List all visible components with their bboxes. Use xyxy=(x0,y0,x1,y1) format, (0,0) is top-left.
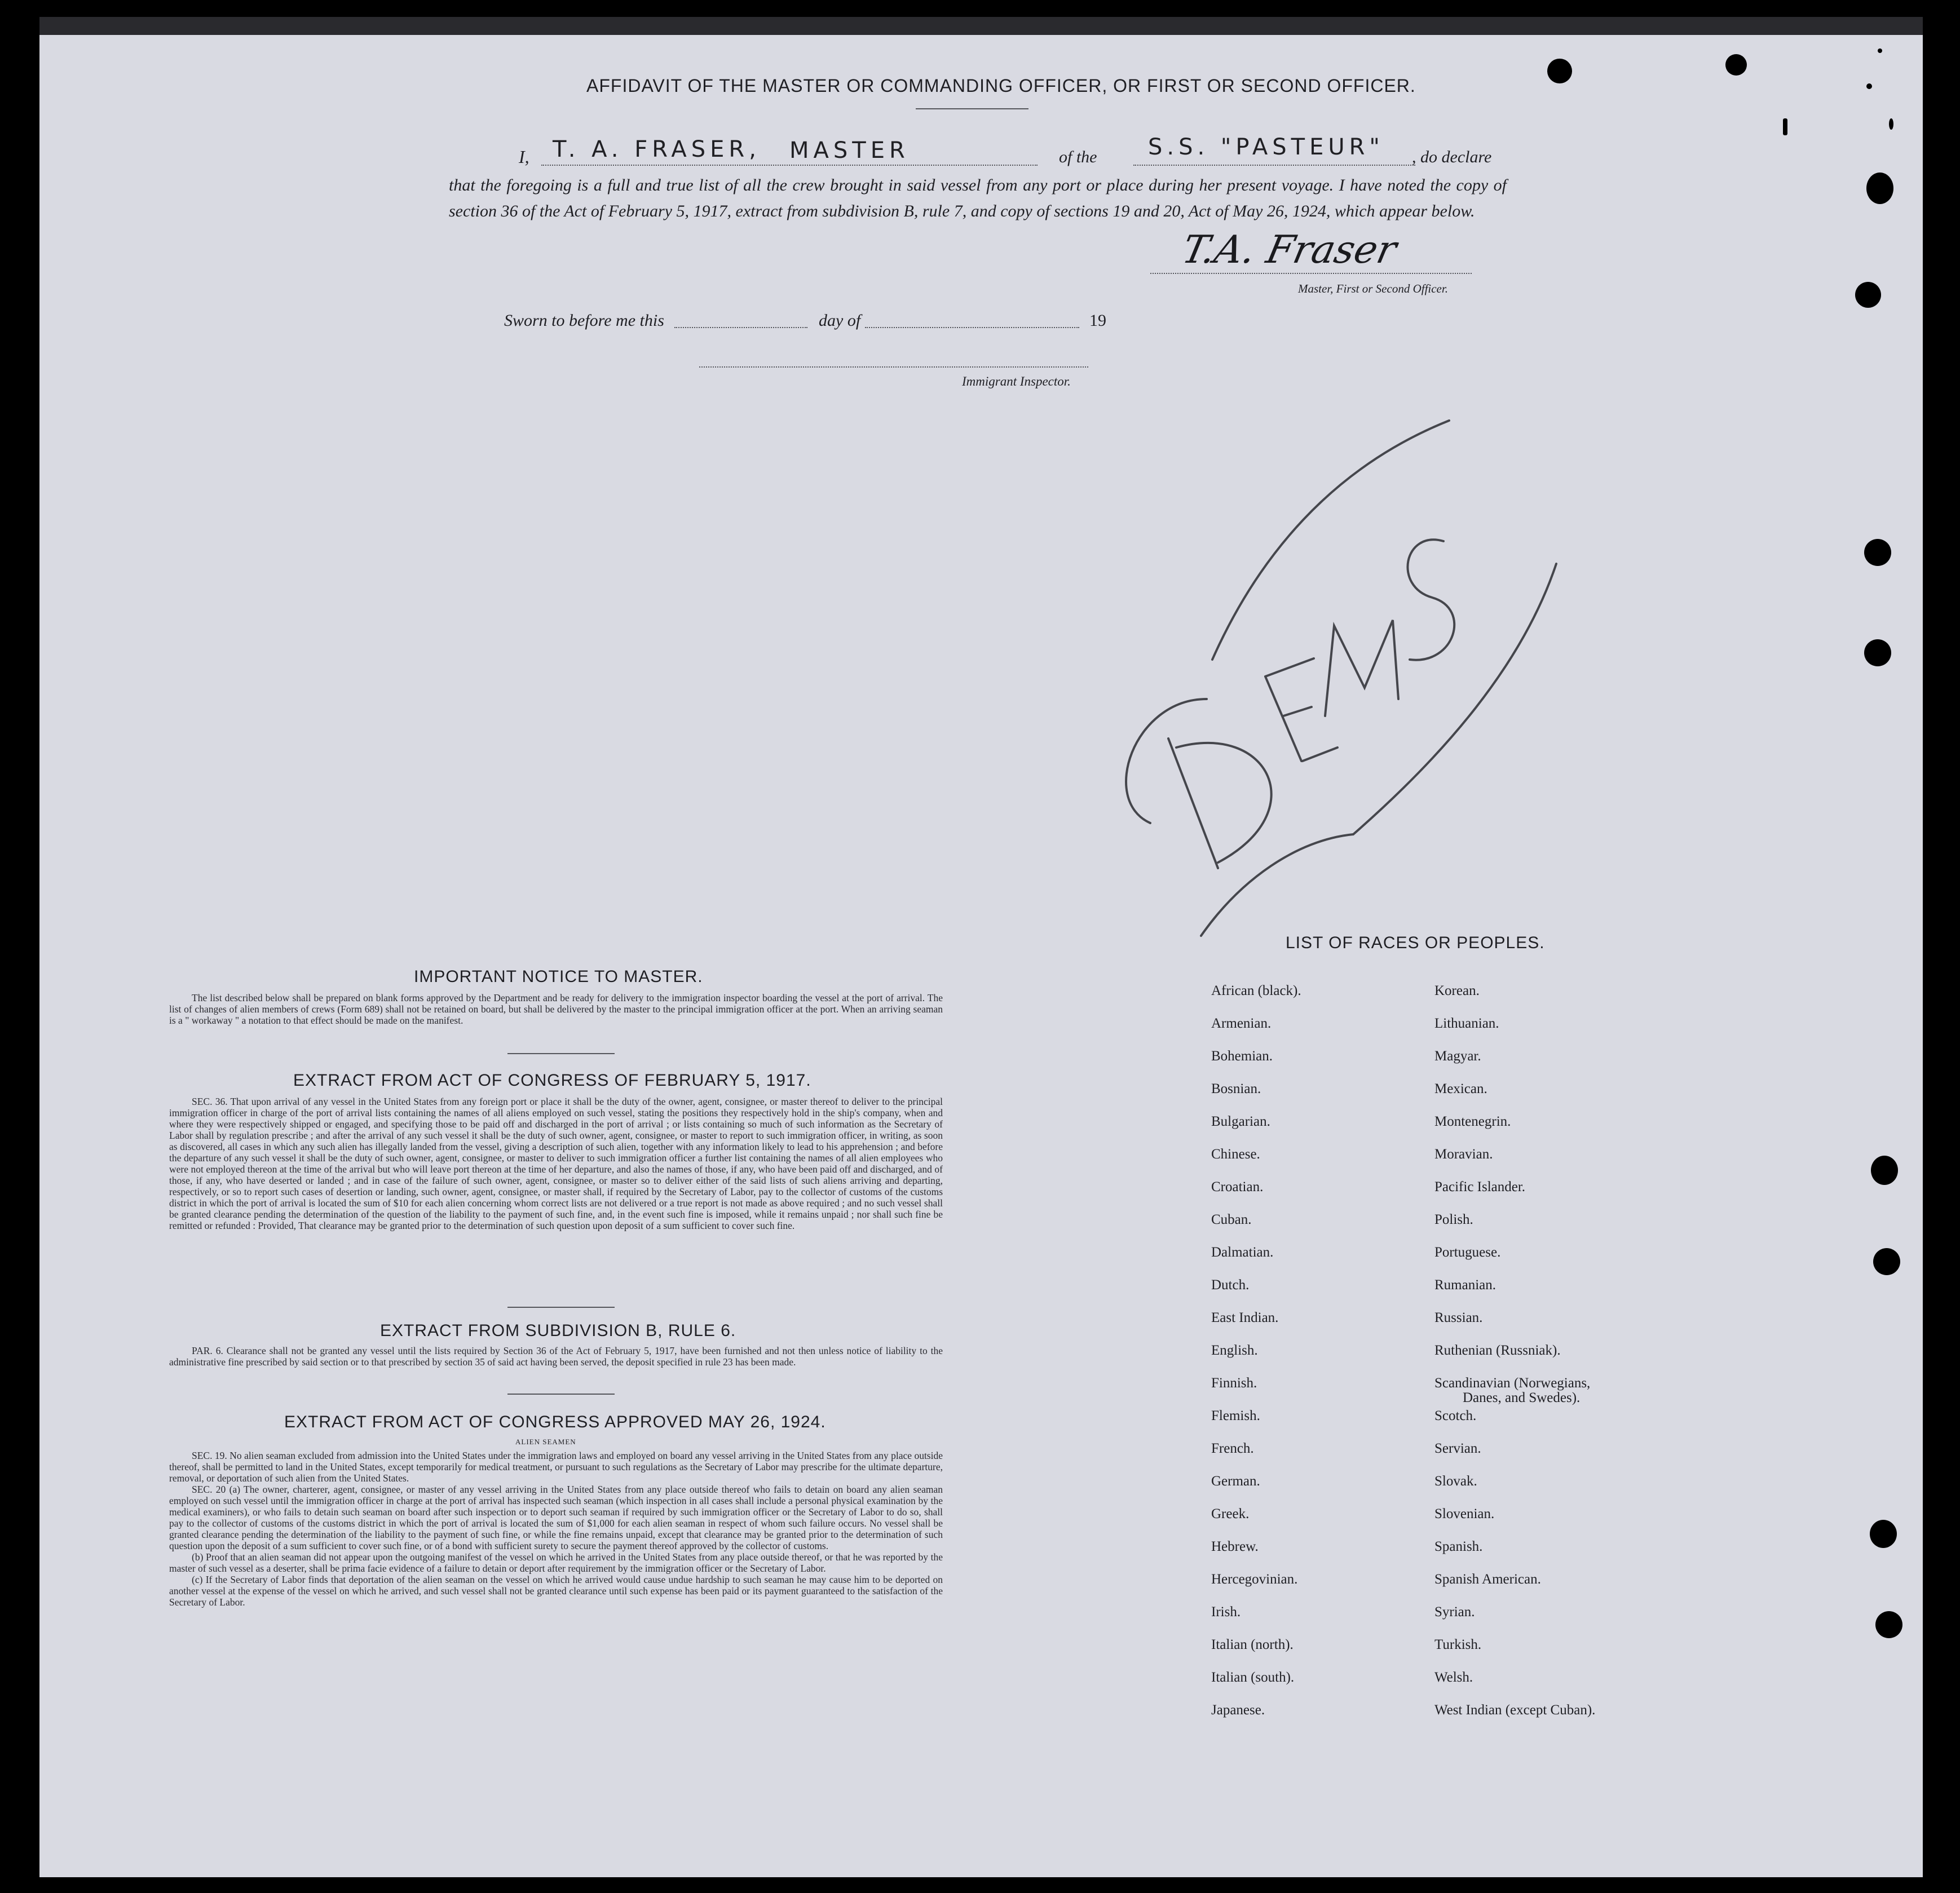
race-item: Cuban. xyxy=(1211,1212,1252,1227)
race-item: Polish. xyxy=(1434,1212,1473,1227)
race-item: Bohemian. xyxy=(1211,1049,1273,1064)
race-item-continuation: Danes, and Swedes). xyxy=(1463,1390,1581,1405)
master-signature: T.A. Fraser xyxy=(1178,228,1401,272)
extract-1917-paragraph: SEC. 36. That upon arrival of any vessel in the United States from any foreign port or place it shall be the duty of the owner, agent, consignee, or master thereof to deliver to the principal immigration officer in charge of the port of arrival lists containing the names of all aliens employed on such vessel, stating the positions they respectively hold in the ship's company, when and where they were respectively shipped or engaged, and specifying those to be paid off and discharged in the port of arrival ; or lists containing so much of such information as the Secretary of Labor shall by regulation prescribe ; and after the arrival of any such vessel it shall be the duty of such owner, agent, consignee, or master to report to such immigration officer, in writing, as soon as discovered, all cases in which any such alien has illegally landed from the vessel, giving a description of such alien, together with any information likely to lead to his apprehension ; and before the departure of any such vessel it shall be the duty of such owner, agent, consignee, or master to deliver to such immigration officer a further list containing the names of all alien employees who were not employed thereon at the time of the arrival but who will leave port thereon at the time of her departure, and also the names of those, if any, who have been paid off and discharged, and of those, if any, who have deserted or landed ; and in case of the failure of such owner, agent, consignee, or master so to deliver either of the said lists of such aliens arriving and departing, respectively, or so to report such cases of desertion or landing, such owner, agent, consignee, or master shall, if required by the Secretary of Labor, pay to the collector of customs of the customs district in which the port of arrival is located the sum of $10 for each alien concerning whom correct lists are not delivered or a true report is not made as above required ; and no such vessel shall be granted clearance pending the determination of the question of the liability to the payment of such fine, and, in the event such fine is imposed, while it remains unpaid ; nor shall such fine be remitted or refunded : Provided, That clearance may be granted prior to the determination of such question upon deposit of a sum sufficient to cover such fine. xyxy=(169,1096,943,1231)
race-item: Portuguese. xyxy=(1434,1245,1501,1260)
race-item: Chinese. xyxy=(1211,1147,1260,1162)
notice-text xyxy=(169,992,943,1026)
race-item: Moravian. xyxy=(1434,1147,1493,1162)
race-item: Finnish. xyxy=(1211,1375,1257,1391)
race-item: Rumanian. xyxy=(1434,1277,1497,1293)
race-item: Flemish. xyxy=(1211,1408,1260,1423)
race-item: Servian. xyxy=(1434,1441,1481,1456)
race-item: Dutch. xyxy=(1211,1277,1250,1293)
of-the-label: of the xyxy=(1059,148,1097,166)
extract-1917-title: EXTRACT FROM ACT OF CONGRESS OF FEBRUARY 5, 1917. xyxy=(293,1071,811,1090)
affidavit-body: that the foregoing is a full and true list of all the crew brought in said vessel from any port or place during her present voyage. I have noted the copy of section 36 of the Act of February 5, 1917, extract from subdivision B, rule 7, and copy of sections 19 and 20, Act of May 26, 1924, which appear below. xyxy=(449,176,1507,220)
do-declare-label: , do declare xyxy=(1412,148,1492,166)
race-item: Armenian. xyxy=(1211,1016,1272,1031)
notice-title: IMPORTANT NOTICE TO MASTER. xyxy=(414,967,703,986)
race-item: Hebrew. xyxy=(1211,1539,1259,1554)
races-title: LIST OF RACES OR PEOPLES. xyxy=(1286,934,1545,952)
race-item: Italian (south). xyxy=(1211,1670,1295,1685)
race-item: African (black). xyxy=(1211,983,1301,998)
race-item: Bosnian. xyxy=(1211,1081,1261,1096)
declarant-rank: MASTER xyxy=(789,138,910,163)
race-item: English. xyxy=(1211,1343,1258,1358)
race-item: Hercegovinian. xyxy=(1211,1572,1298,1587)
affidavit-title: AFFIDAVIT OF THE MASTER OR COMMANDING OFFICER, OR FIRST OR SECOND OFFICER. xyxy=(586,76,1416,96)
sec20a-paragraph: SEC. 20 (a) The owner, charterer, agent, consignee, or master of any vessel arriving in the United States from any place outside thereof who fails to detain on board any alien seaman employed on such vessel until the immigration officer in charge at the port of arrival has inspected such seaman (which inspection in all cases shall include a personal physical examination by the medical examiners), or who fails to detain such seaman on board after such inspection or to deport such seaman if required by such immigration officer or the Secretary of Labor to do so, shall pay to the collector of customs of the customs district in which the port of arrival is located the sum of $1,000 for each alien seaman in respect of whom such failure occurs. No vessel shall be granted clearance pending the determination of the liability to the payment of such fine, or while the fine remains unpaid, except that clearance may be granted prior to the determination of such question upon the deposit of a sum sufficient to cover such fine, or of a bond with sufficient surety to secure the payment thereof approved by the collector of customs. xyxy=(169,1484,943,1551)
extract-rule6-title: EXTRACT FROM SUBDIVISION B, RULE 6. xyxy=(380,1321,736,1340)
race-item: West Indian (except Cuban). xyxy=(1434,1702,1596,1718)
declarant-prefix: I, xyxy=(519,147,529,167)
sworn-year: 19 xyxy=(1089,311,1106,330)
race-item: Japanese. xyxy=(1211,1702,1265,1718)
sworn-prefix: Sworn to before me this xyxy=(504,311,664,330)
race-item: Russian. xyxy=(1434,1310,1483,1325)
race-item: Turkish. xyxy=(1434,1637,1482,1652)
race-item: Spanish. xyxy=(1434,1539,1483,1554)
notice-paragraph: The list described below shall be prepared on blank forms approved by the Department and be ready for delivery to the immigration inspector boarding the vessel at the port of arrival. The list of changes of alien members of crews (Form 689) shall not be retained on board, but shall be delivered by the master to the principal immigration officer at the port. When an arriving seaman is a " workaway " a notation to that effect should be made on the manifest. xyxy=(169,992,943,1026)
section-divider xyxy=(507,1394,615,1395)
race-item: Lithuanian. xyxy=(1434,1016,1499,1031)
extract-rule6-paragraph: PAR. 6. Clearance shall not be granted any vessel until the lists required by Section 36 of the Act of February 5, 1917, have been furnished and not then unless notice of liability to the administrative fine prescribed by said section or to that prescribed by section 35 of said act having been served, the deposit specified in rule 23 has been made. xyxy=(169,1345,943,1368)
race-item: French. xyxy=(1211,1441,1254,1456)
race-item: Irish. xyxy=(1211,1604,1241,1620)
vessel-name: S.S. "PASTEUR" xyxy=(1148,134,1384,160)
race-item: Italian (north). xyxy=(1211,1637,1294,1652)
signer-caption: Master, First or Second Officer. xyxy=(1298,282,1448,295)
declarant-name: T. A. FRASER, xyxy=(553,136,761,162)
alien-seamen-subtitle: ALIEN SEAMEN xyxy=(515,1438,576,1446)
race-item: Montenegrin. xyxy=(1434,1114,1511,1129)
race-item: Syrian. xyxy=(1434,1604,1475,1620)
sworn-day-label: day of xyxy=(819,311,861,330)
race-item: Scandinavian (Norwegians, xyxy=(1434,1375,1591,1391)
section-divider xyxy=(507,1307,615,1308)
race-item: Magyar. xyxy=(1434,1049,1481,1064)
race-item: Welsh. xyxy=(1434,1670,1473,1685)
race-item: Greek. xyxy=(1211,1506,1250,1522)
sec19-paragraph: SEC. 19. No alien seaman excluded from admission into the United States under the immigration laws and employed on board any vessel arriving in the United States from any place outside thereof, shall be permitted to land in the United States, except temporarily for medical treatment, or pursuant to such regulations as the Secretary of Labor may prescribe for the ultimate departure, removal, or deportation of such alien from the United States. xyxy=(169,1450,943,1484)
sec20b-paragraph: (b) Proof that an alien seaman did not appear upon the outgoing manifest of the vessel on which he arrived in the United States from any place outside thereof, or that he was reported by the master of such vessel as a deserter, shall be prima facie evidence of a failure to detain or deport after requirement by the immigration officer or the Secretary of Labor. xyxy=(169,1551,943,1574)
race-item: Spanish American. xyxy=(1434,1572,1541,1587)
race-item: Slovak. xyxy=(1434,1474,1477,1489)
race-item: East Indian. xyxy=(1211,1310,1279,1325)
race-item: Korean. xyxy=(1434,983,1480,998)
race-item: German. xyxy=(1211,1474,1260,1489)
race-item: Pacific Islander. xyxy=(1434,1179,1526,1195)
sec20c-paragraph: (c) If the Secretary of Labor finds that deportation of the alien seaman on the vessel on which he arrived would cause undue hardship to such seaman he may cause him to be deported on another vessel at the expense of the vessel on which he arrived, and such vessel shall not be granted clearance until such expense has been paid or its payment guaranteed to the satisfaction of the Secretary of Labor. xyxy=(169,1574,943,1608)
pencil-dems-strokes xyxy=(1126,421,1556,936)
extract-1924-text xyxy=(169,1450,943,1608)
race-item: Scotch. xyxy=(1434,1408,1477,1423)
race-item: Ruthenian (Russniak). xyxy=(1434,1343,1561,1358)
race-item: Croatian. xyxy=(1211,1179,1264,1195)
extract-1924-title: EXTRACT FROM ACT OF CONGRESS APPROVED MAY 26, 1924. xyxy=(284,1413,826,1431)
race-item: Dalmatian. xyxy=(1211,1245,1274,1260)
race-item: Slovenian. xyxy=(1434,1506,1495,1522)
inspector-caption: Immigrant Inspector. xyxy=(962,374,1071,388)
race-item: Bulgarian. xyxy=(1211,1114,1270,1129)
section-divider xyxy=(507,1053,615,1054)
race-item: Mexican. xyxy=(1434,1081,1487,1096)
extract-1917-text xyxy=(169,1096,943,1231)
extract-rule6-text xyxy=(169,1345,943,1368)
